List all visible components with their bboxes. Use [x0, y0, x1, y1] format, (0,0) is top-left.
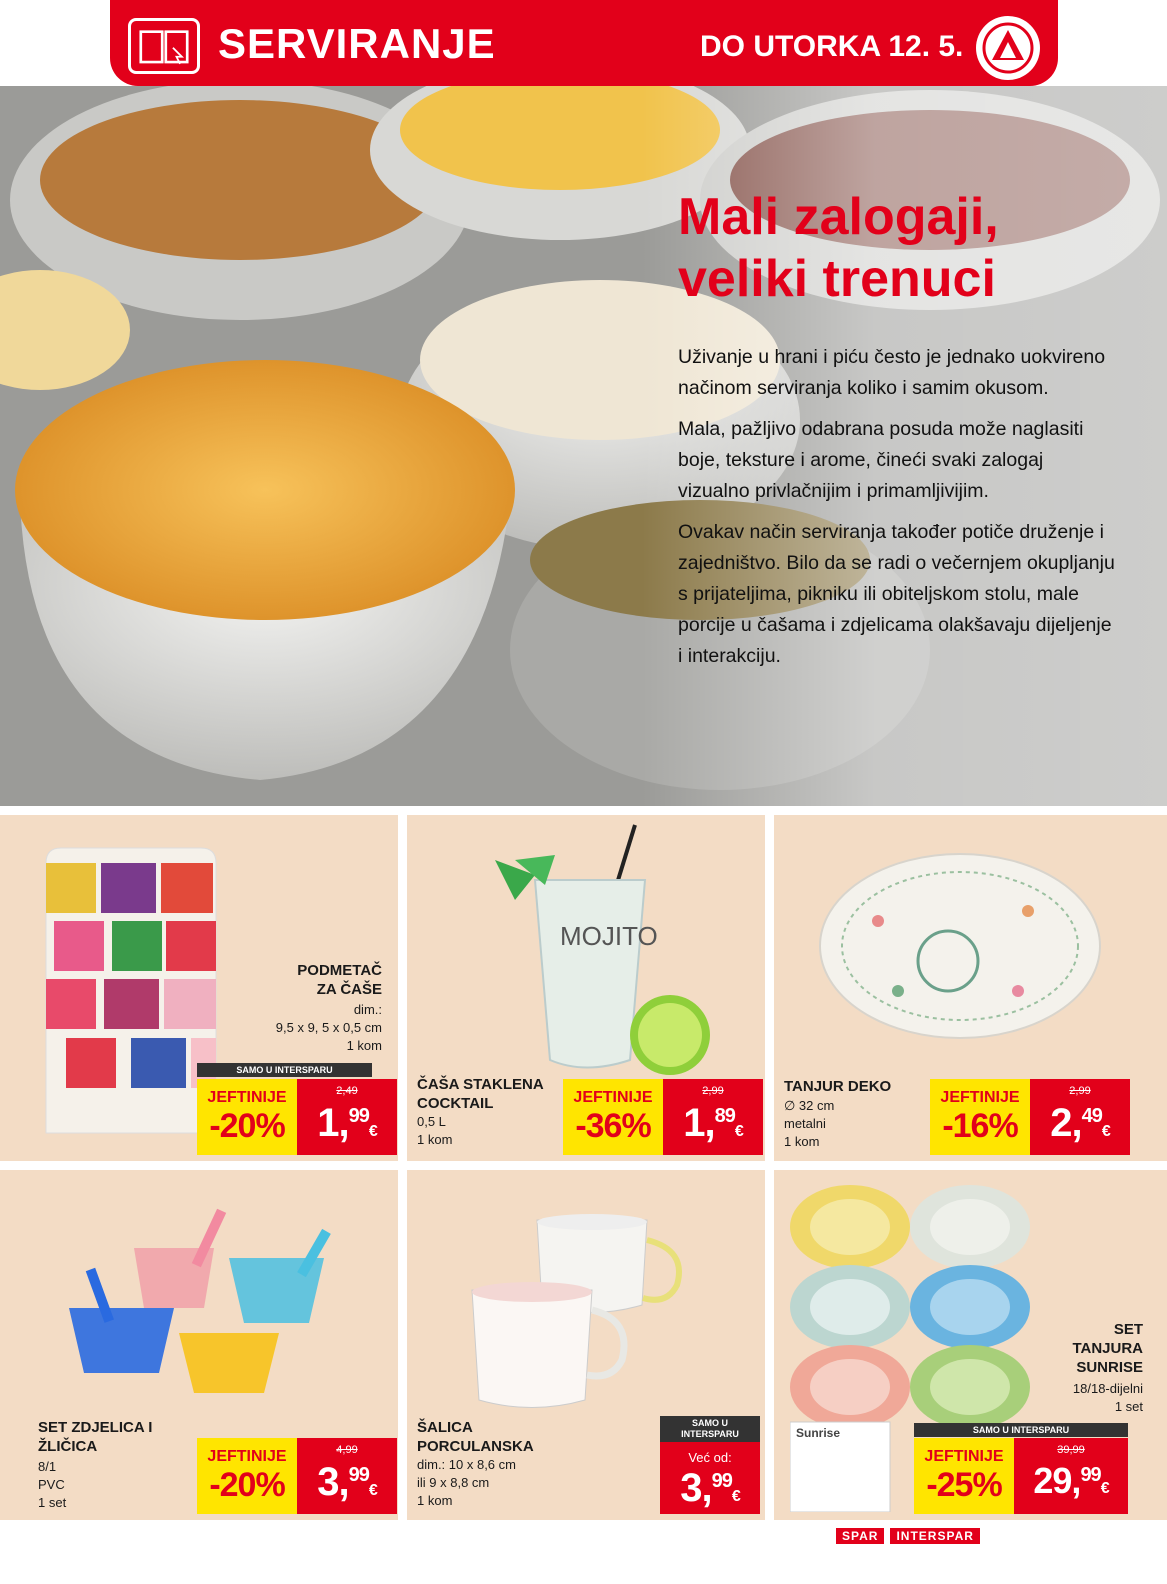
product-name [417, 1075, 544, 1113]
product-name-line: ČAŠA STAKLENA [417, 1076, 544, 1093]
product-name [38, 1418, 152, 1456]
old-price: 2,99 [1069, 1085, 1091, 1097]
currency: € [1100, 1480, 1109, 1497]
product-name-line: PODMETAČ [297, 962, 382, 979]
discount-label: JEFTINIJE [207, 1088, 287, 1106]
product-name-line: SET ZDJELICA I [38, 1419, 153, 1436]
current-price [660, 1466, 760, 1511]
product-name-line: PORCULANSKA [417, 1438, 534, 1455]
hero-paragraph-3: Ovakav način serviranja također potiče druženje i zajedništvo. Bilo da se radi o večernjem okupljanju s prijateljima, pikniku ili obiteljskom stolu, male porcije u čašama i zdjelicama olakšavaju dijeljenje i interakciju. [678, 521, 1115, 667]
product-detail: dim.: 10 x 8,6 cm [417, 1457, 516, 1472]
currency: € [731, 1488, 740, 1505]
current-price [1014, 1460, 1128, 1502]
product-detail: dim.: [353, 1002, 382, 1017]
product-detail: 1 set [38, 1495, 67, 1510]
product-detail: metalni [784, 1116, 826, 1131]
product-name-line: COCKTAIL [417, 1095, 494, 1112]
page-header [110, 0, 1058, 86]
discount-value: -20% [209, 1106, 285, 1145]
product-detail: 1 kom [417, 1493, 453, 1508]
product-name-line: SET [1113, 1321, 1143, 1338]
hero-text [678, 342, 1118, 682]
product-detail: ili 9 x 8,8 cm [417, 1475, 490, 1490]
price-badge [930, 1079, 1130, 1155]
product-details [222, 1001, 382, 1055]
price-main: 1, [683, 1101, 715, 1145]
discount-value: -36% [575, 1106, 651, 1145]
svg-text:MOJITO: MOJITO [560, 921, 658, 951]
product-name-line: ŠALICA [417, 1419, 473, 1436]
plate-image [818, 851, 1102, 1041]
product-detail: 0,5 L [417, 1114, 446, 1129]
product-name: TANJUR DEKO [784, 1078, 892, 1095]
product-details [784, 1097, 834, 1151]
hero-paragraph-1: Uživanje u hrani i piću često je jednako uokvireno načinom serviranja koliko i samim okusom. [678, 346, 1106, 399]
product-detail: 9,5 x 9, 5 x 0,5 cm [275, 1020, 382, 1035]
old-price: 39,99 [1057, 1444, 1085, 1456]
product-detail: 8/1 [38, 1459, 57, 1474]
product-tile-bowl-set[interactable] [0, 1170, 398, 1520]
old-price: 4,99 [336, 1444, 358, 1456]
headline-line-1: Mali zalogaji, [678, 188, 999, 246]
product-tile-plate[interactable] [774, 815, 1167, 1161]
price-cents: 99 [348, 1105, 369, 1127]
exclusive-badge [660, 1416, 760, 1442]
product-name-line: TANJURA [1072, 1340, 1143, 1357]
cocktail-glass-image [455, 820, 715, 1080]
hero-paragraph-2: Mala, pažljivo odabrana posuda može naglasiti boje, teksture i arome, čineći svaki zalogaj vizualno privlačnijim i primamljivijim. [678, 418, 1084, 502]
discount-label: JEFTINIJE [924, 1447, 1004, 1465]
mugs-image [467, 1210, 697, 1410]
price-badge [563, 1079, 763, 1155]
old-price: 2,99 [702, 1085, 724, 1097]
interspar-footer-logo: INTERSPAR [890, 1528, 979, 1544]
old-price: 2,49 [336, 1085, 358, 1097]
price-cents: 89 [714, 1105, 735, 1127]
product-details [38, 1458, 66, 1512]
product-details [417, 1456, 516, 1510]
price-cents: 99 [348, 1464, 369, 1486]
price-main: 3, [317, 1460, 349, 1504]
product-detail: PVC [38, 1477, 65, 1492]
product-name-line: ŽLIČICA [38, 1438, 98, 1455]
product-detail: 1 set [1114, 1399, 1143, 1414]
hero-headline [678, 186, 999, 310]
hero-banner [0, 86, 1167, 806]
bowl-set-image [64, 1198, 334, 1398]
price-main: 3, [680, 1466, 712, 1510]
section-title: SERVIRANJE [218, 20, 496, 67]
product-detail: ∅ 32 cm [784, 1098, 835, 1113]
product-name [232, 961, 382, 999]
exclusive-badge: SAMO U INTERSPARU [914, 1423, 1128, 1437]
price-main: 2, [1050, 1101, 1082, 1145]
spar-logo-icon [976, 16, 1040, 80]
price-cents: 99 [1080, 1464, 1101, 1486]
product-tile-mug[interactable] [407, 1170, 765, 1520]
currency: € [734, 1123, 743, 1140]
product-details [417, 1113, 452, 1149]
validity-date: DO UTORKA 12. 5. [700, 30, 964, 63]
current-price [297, 1460, 397, 1505]
price-main: 29, [1033, 1460, 1081, 1501]
exclusive-line: SAMO U [692, 1418, 728, 1428]
discount-label: JEFTINIJE [573, 1088, 653, 1106]
product-tile-coasters[interactable] [0, 815, 398, 1161]
price-badge [660, 1442, 760, 1514]
price-cents: 99 [711, 1470, 732, 1492]
product-tile-cocktail-glass[interactable] [407, 815, 765, 1161]
product-detail: 18/18-dijelni [1072, 1381, 1143, 1396]
product-details [1023, 1380, 1143, 1416]
product-detail: 1 kom [417, 1132, 453, 1147]
price-from-label: Već od: [688, 1450, 732, 1465]
price-badge [197, 1079, 397, 1155]
price-cents: 49 [1081, 1105, 1102, 1127]
current-price [663, 1101, 763, 1146]
headline-line-2: veliki trenuci [678, 250, 996, 308]
discount-value: -25% [926, 1465, 1002, 1504]
discount-value: -20% [209, 1465, 285, 1504]
exclusive-line: INTERSPARU [681, 1429, 739, 1439]
footer-logos [836, 1528, 980, 1544]
product-detail: 1 kom [784, 1134, 820, 1149]
product-name-line: ZA ČAŠE [316, 981, 382, 998]
discount-value: -16% [942, 1106, 1018, 1145]
currency: € [368, 1123, 377, 1140]
product-name [417, 1418, 534, 1456]
discount-label: JEFTINIJE [940, 1088, 1020, 1106]
package-label: Sunrise [796, 1426, 841, 1440]
product-name [1023, 1320, 1143, 1377]
currency: € [1101, 1123, 1110, 1140]
currency: € [368, 1482, 377, 1499]
product-name-line: SUNRISE [1076, 1359, 1143, 1376]
price-badge [914, 1438, 1128, 1514]
product-detail: 1 kom [346, 1038, 382, 1053]
product-tile-plate-set[interactable] [774, 1170, 1167, 1520]
spar-footer-logo: SPAR [836, 1528, 884, 1544]
current-price [1030, 1101, 1130, 1146]
current-price [297, 1101, 397, 1146]
exclusive-badge: SAMO U INTERSPARU [197, 1063, 372, 1077]
price-badge [197, 1438, 397, 1514]
price-main: 1, [317, 1101, 349, 1145]
book-icon [128, 18, 200, 74]
discount-label: JEFTINIJE [207, 1447, 287, 1465]
